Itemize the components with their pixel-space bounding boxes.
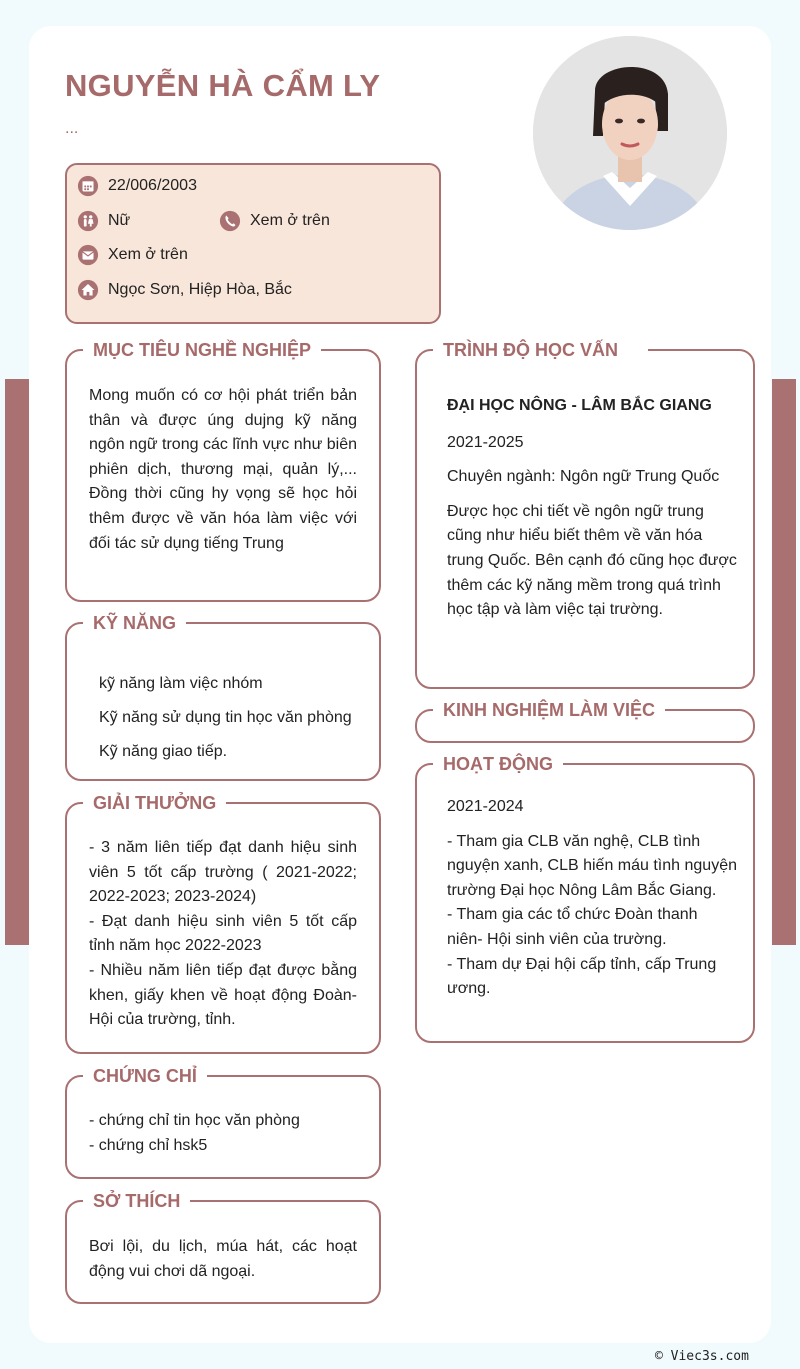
activities-title: HOẠT ĐỘNG [433,752,563,776]
work-experience-title: KINH NGHIỆM LÀM VIỆC [433,698,665,722]
skill-item: Kỹ năng sử dụng tin học văn phòng [99,709,352,726]
certificates-text: - chứng chỉ tin học văn phòng - chứng chỉ hsk5 [89,1112,300,1154]
personal-info-box [65,163,441,324]
activities-section [415,754,755,1043]
phone-row [219,210,330,232]
activities-body [447,795,737,1002]
awards-title: GIẢI THƯỞNG [83,791,226,815]
email-row [77,244,188,266]
education-section [415,340,755,689]
gender-row [77,210,130,232]
birthday-row [77,175,197,197]
school-name: ĐẠI HỌC NÔNG - LÂM BẮC GIANG [447,397,712,414]
home-icon [77,279,99,301]
education-description: Được học chi tiết về ngôn ngữ trung cũng như hiểu biết thêm về văn hóa trung Quốc. Bên cạnh đó cũng học được thêm các kỹ năng mềm trong quá trình học tập và làm việc tại trường. [447,502,737,619]
address-row [77,279,292,301]
email-value: Xem ở trên [108,246,188,263]
skills-title: KỸ NĂNG [83,611,186,635]
education-period: 2021-2025 [447,433,524,451]
phone-icon [219,210,241,232]
certificates-title: CHỨNG CHỈ [83,1064,207,1088]
candidate-name: NGUYỄN HÀ CẨM LY [65,68,381,103]
email-icon [77,244,99,266]
gender-icon [77,210,99,232]
education-body [447,394,737,623]
gender-value: Nữ [108,212,131,229]
education-title: TRÌNH ĐỘ HỌC VẤN [433,338,648,362]
awards-section [65,793,381,1054]
left-side-band [5,379,29,945]
birthday-value: 22/006/2003 [108,177,197,194]
profile-photo [533,36,727,230]
calendar-icon [77,175,99,197]
activities-text: - Tham gia CLB văn nghệ, CLB tình nguyện xanh, CLB hiến máu tình nguyện trường Đại học Nông Lâm Bắc Giang. - Tham gia các tổ chức Đoàn thanh niên- Hội sinh viên của trường. - Tham dự Đại hội cấp tỉnh, cấp Trung ương. [447,832,737,998]
work-experience-section [415,700,755,743]
skill-item: kỹ năng làm việc nhóm [99,675,263,692]
career-objective-text: Mong muốn có cơ hội phát triển bản thân và được úng dujng kỹ năng ngôn ngữ trong các lĩnh vực như biên phiên dịch, thương mại, quản lý,... Đồng thời cũng hy vọng sẽ học hỏi thêm được về văn hóa làm việc với đối tác sử dụng tiếng Trung [89,387,357,552]
address-value: Ngọc Sơn, Hiệp Hòa, Bắc [108,281,292,298]
education-major: Chuyên ngành: Ngôn ngữ Trung Quốc [447,468,720,486]
career-objective-title: MỤC TIÊU NGHỀ NGHIỆP [83,338,321,362]
skill-item: Kỹ năng giao tiếp. [99,743,228,760]
hobbies-section [65,1191,381,1304]
activities-period: 2021-2024 [447,798,524,815]
right-side-band [772,379,796,945]
awards-text: - 3 năm liên tiếp đạt danh hiệu sinh viên 5 tốt cấp trường ( 2021-2022; 2022-2023; 2023-2024) - Đạt danh hiệu sinh viên 5 tốt cấp tỉnh năm học 2022-2023 - Nhiều năm liên tiếp đạt được bằng khen, giấy khen về hoạt động Đoàn- Hội của trường, tỉnh. [89,839,357,1029]
candidate-subtitle: ... [65,120,79,137]
watermark: © Viec3s.com [655,1349,749,1364]
hobbies-title: SỞ THÍCH [83,1189,190,1213]
phone-value: Xem ở trên [250,212,330,229]
career-objective-section [65,340,381,602]
skills-section [65,613,381,781]
hobbies-text: Bơi lội, du lịch, múa hát, các hoạt động vui chơi dã ngoại. [89,1238,357,1280]
skills-list [99,672,379,764]
certificates-section [65,1066,381,1179]
